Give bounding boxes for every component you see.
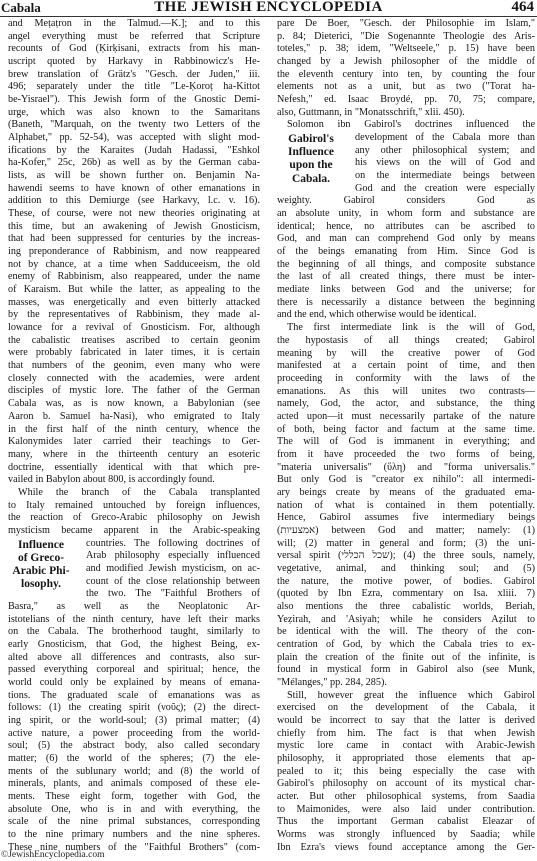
text-line: ifications by the Karaites (Judah Hadassi, "Eshkol	[8, 144, 260, 156]
text-line: the reaction of Greco-Arabic philosophy on Jewish	[8, 512, 260, 524]
text-line: ha-Kofer," 25c, 26b) as well as by the German caba-	[8, 157, 260, 169]
right-sidenote-adjacent-text	[355, 132, 535, 195]
right-column	[277, 18, 535, 854]
text-line: (quoted by Ibn Ezra, commentary on Isa. xliii. 7)	[277, 588, 535, 600]
text-line: also mentions the three cabalistic worlds, Beriah,	[277, 600, 535, 612]
footer-credit: ©JewishEncyclopedia.com	[1, 850, 105, 860]
text-line: found in mystical form in Gabirol also (see Munk,	[277, 664, 535, 676]
text-line: the beginning of all things, and composite substance	[277, 258, 535, 270]
text-line: lists, as will be shown further on. Benjamin Na-	[8, 170, 260, 182]
text-line: development of the Cabala more than	[355, 132, 535, 144]
text-line: manifested at a certain point of time, and then	[277, 360, 535, 372]
text-line: ing spirit, or the world-soul; (3) primal matter; (4)	[8, 714, 260, 726]
text-line: philosophy, it appropriated those elements that ap-	[277, 753, 535, 764]
text-line: be-Yisrael"). This Jewish form of the Gnostic Demi-	[8, 94, 260, 106]
text-line: ary beings create by means of the graduated ema-	[277, 486, 535, 498]
left-sidenote-adjacent-text	[86, 538, 260, 601]
text-line: by the representatives of Rabbinism, they made al-	[8, 309, 260, 321]
text-line: follows: (1) the creating spirit (νοῦς); (2) the direct-	[8, 702, 260, 714]
text-line: were probably fabricated in later times, it is certain	[8, 347, 260, 359]
left-column	[8, 18, 260, 854]
text-line: matter; (6) the world of the spheres; (7) the ele-	[8, 753, 260, 764]
text-line: the cabalistic treatises ascribed to certain geonim	[8, 334, 260, 346]
text-line: that had been suppressed for centuries by the increas-	[8, 233, 260, 245]
text-line: on the Cabala. The brotherhood taught, similarly to	[8, 626, 260, 638]
text-line: meaning by will the creative power of God	[277, 347, 535, 359]
text-line: angel everything must be referred that Scripture	[8, 30, 260, 42]
text-line: doctrine, essentially identical with that which pre-	[8, 461, 260, 473]
text-line: be identical with the will. The theory of the con-	[277, 626, 535, 638]
text-line: scale of the nine primal substances, corresponding	[8, 816, 260, 828]
text-line: the nature, the motive power, of bodies. Gabirol	[277, 575, 535, 587]
text-line: Arab philosophy especially influenced	[86, 550, 260, 562]
text-line: enemy of Rabbinism, also reappeared, under the name	[8, 271, 260, 283]
text-line: count of the close relationship between	[86, 575, 260, 587]
text-line: exercised on the development of the Cabala, it	[277, 702, 535, 714]
text-line: namely, God, the actor, and substance, the thing	[277, 398, 535, 410]
text-line: vegetative, animal, and thinking soul; and (5)	[277, 562, 535, 574]
text-line: chiefly from him. The fact is that when Jewish	[277, 727, 535, 739]
text-line: Yeẓirah, and 'Asiyah; while he considers Aẓilut to	[277, 613, 535, 625]
text-line: his views on the will of God and	[355, 157, 535, 169]
text-line: Aaron b. Samuel ha-Nasi), who emigrated to Italy	[8, 410, 260, 422]
right-column-text-lower	[277, 195, 535, 854]
text-line: active nature, a power proceeding from the world-	[8, 727, 260, 739]
text-line: mystic lore came in contact with Arabic-Jewish	[277, 740, 535, 752]
text-line: there is necessarily a distance between the beginning	[277, 296, 535, 308]
text-line: plain the creation of the finite out of the infinite, is	[277, 651, 535, 663]
text-line: passed everything corporeal and spiritual; hence, the	[8, 664, 260, 676]
header-rule	[0, 16, 537, 17]
text-line: absolute One, who is in and with everything, the	[8, 803, 260, 815]
left-column-text-lower	[8, 601, 260, 854]
text-line: toteles," p. 38; idem, "Weltseele," p. 15) have been	[277, 43, 535, 55]
text-line: the eleventh century into ten, by counting the four	[277, 68, 535, 80]
text-line: Still, however great the influence which Gabirol	[287, 689, 535, 701]
text-line: ments of the sublunary world; and (8) the world of	[8, 765, 260, 777]
text-line: this time, but an awakening of Jewish Gnosticism,	[8, 220, 260, 232]
text-line: centration of God, by which the Cabala tries to ex-	[277, 638, 535, 650]
text-line: of both, being factor and factum at the same time.	[277, 423, 535, 435]
sidenote-greco-arabic: Influence of Greco- Arabic Phi- losophy.	[12, 538, 70, 591]
text-line: God, and man can comprehend God only by means	[277, 233, 535, 245]
text-line: recounts of God (Ḳirḳisani, extracts from his man-	[8, 43, 260, 55]
text-line: world could only be explained by means of emana-	[8, 676, 260, 688]
text-line: Alphabet," pp. 52-54), was accepted with slight mod-	[8, 132, 260, 144]
text-line: urge, which was also known to the Samaritans	[8, 106, 260, 118]
text-line: brew translation of Grätz's "Gesch. der Juden," iii.	[8, 68, 260, 80]
text-line: acter. But other philosophical systems, from Saadia	[277, 791, 535, 803]
text-line: Gabirol's philosophy on account of its mystical char-	[277, 778, 535, 790]
text-line: "materia universalis" (ὕλη) and "forma universalis."	[277, 461, 535, 473]
text-line: istotelians of the ninth century, have left their marks	[8, 613, 260, 625]
text-line: of the beings emanating from Him. Since God is	[277, 246, 535, 258]
text-line: many, where in the thirteenth century an esoteric	[8, 448, 260, 460]
text-line: hawendi seems to have known of other emanations in	[8, 182, 260, 194]
text-line: identical; hence, no attributes can be ascribed to	[277, 220, 535, 232]
header-section: Cabala	[1, 0, 41, 15]
text-line: tions. The graduated scale of emanations was as	[8, 689, 260, 701]
text-line: and the end, which otherwise would be identical.	[277, 309, 477, 321]
header-page-number: 464	[511, 0, 534, 15]
text-line: vailed in Babylon about 800, is accordingly found.	[8, 474, 215, 486]
text-line: soul; (5) the abstract body, also called secondary	[8, 740, 260, 752]
text-line: weighty. Gabirol considers God as	[277, 195, 535, 207]
text-line: elements not as a unit, but as two ("Torat ha-	[277, 81, 535, 93]
text-line: pare De Boer, "Gesch. der Philosophie im Islam,"	[277, 18, 535, 29]
text-line: the last of all created things, there must be inter-	[277, 271, 535, 283]
right-column-text-upper	[277, 18, 535, 132]
header-title: THE JEWISH ENCYCLOPEDIA	[154, 0, 383, 15]
text-line: While the branch of the Cabala transplanted	[18, 486, 260, 498]
text-line: Solomon ibn Gabirol's doctrines influenced the	[287, 119, 535, 131]
text-line: nation of what is contained in them potentially.	[277, 499, 535, 511]
text-line: minerals, plants, and animals composed of these ele-	[8, 778, 260, 790]
text-line: and modified Jewish mysticism, on ac-	[86, 562, 260, 574]
running-header	[0, 0, 537, 17]
text-line: Nefesh," ed. Isaac Broydé, pp. 70, 75; compare,	[277, 94, 535, 106]
text-line: These, of course, were not new theories originating at	[8, 208, 260, 220]
text-line: that numbers of the geonim, even many who were	[8, 360, 260, 372]
text-line: Hence, Gabirol assumes five intermediary beings	[277, 512, 535, 524]
text-line: Ibn Ezra's views found acceptance among the Ger-	[277, 841, 535, 853]
text-line: not by chance, at a time when Sadduceeism, the old	[8, 258, 260, 270]
left-sidenote-block	[8, 538, 260, 601]
sidenote-gabirol: Gabirol's Influence upon the Cabala.	[288, 133, 334, 185]
left-column-text-upper	[8, 18, 260, 538]
text-line: acted upon—it must necessarily partake of the nature	[277, 410, 535, 422]
text-line: The will of God is immanent in everything; and	[277, 436, 535, 448]
text-line: and Meṭaṭron in the Talmud.—K.]; and to this	[8, 18, 260, 29]
text-line: also, Guttmann, in "Monatsschrift," xlii. 450).	[277, 106, 465, 118]
text-line: ing preponderance of Rabbinism, and now reappeared	[8, 246, 260, 258]
right-sidenote-block	[277, 132, 535, 195]
text-line: an absolute unity, in whom form and substance are	[277, 208, 535, 220]
text-line: pealed to it; this being especially the case with	[277, 765, 535, 777]
text-line: Cabala was, as is now known, a Babylonian (see	[8, 398, 260, 410]
text-line: countries. The following doctrines of	[86, 537, 260, 549]
text-line: on the intermediate beings between	[355, 170, 535, 182]
text-line: to Italy remained untouched by foreign influences,	[8, 499, 260, 511]
text-line: disciples of mystic lore. The father of the German	[8, 385, 260, 397]
text-line: would be incorrect to say that the latter is derived	[277, 714, 535, 726]
text-line: alted above all differences and contrasts, also sur-	[8, 651, 260, 663]
text-line: mediate links between God and the universe; for	[277, 284, 535, 296]
text-line: addition to this Demiurge (see Harkavy, l.c. v. 16).	[8, 195, 260, 207]
text-line: The first intermediate link is the will of God,	[287, 322, 535, 334]
text-line: (Baneth, "Marquah, on the twenty two Letters of the	[8, 119, 260, 131]
text-line: 496; separately under the title "Le-Ḳoroṭ ha-Kittot	[8, 81, 260, 93]
text-line: Basra," as well as the Neoplatonic Ar-	[8, 600, 260, 612]
text-line: emanations. As this will unites two contrasts—	[277, 385, 535, 397]
text-line: Worms was strongly influenced by Saadia; while	[277, 829, 535, 841]
text-line: ments. These eight form, together with God, the	[8, 791, 260, 803]
text-line: from it have proceeded the two forms of being,	[277, 448, 535, 460]
text-line: masses, was energetically and even bitterly attacked	[8, 296, 260, 308]
text-line: Thus the important German cabalist Eleazar of	[277, 816, 535, 828]
text-line: to the nine primary numbers and the nine spheres.	[8, 829, 260, 841]
text-line: But only God is "creator ex nihilo": all intermedi-	[277, 474, 535, 486]
text-line: p. 84; Dieterici, "Die Sogenannte Theologie des Aris-	[277, 30, 535, 42]
text-line: proceeding in conformity with the laws of the	[277, 372, 535, 384]
text-line: changed by a Jewish philosopher of the middle of	[277, 56, 535, 68]
text-line: the two. The "Faithful Brothers of	[86, 588, 260, 600]
text-line: mysticism became apparent in the Arabic-speaking	[8, 524, 260, 536]
text-line: lowance for a revival of Gnosticism. For, although	[8, 322, 260, 334]
text-line: uscript quoted by Harkavy in Rabbinowicz's He-	[8, 56, 260, 68]
text-line: God and the creation were especially	[355, 182, 535, 194]
text-line: These nine numbers of the "Faithful Brothers" (com-	[8, 841, 260, 853]
text-line: in the first half of the ninth century, whence the	[8, 423, 260, 435]
text-line: "Mélanges," pp. 284, 285).	[277, 676, 387, 688]
text-line: early Gnosticism, that God, the highest Being, ex-	[8, 638, 260, 650]
text-line: Kalonymides later carried their teachings to Ger-	[8, 436, 260, 448]
text-line: (אמצעיות) between God and matter; namely: (1)	[277, 524, 535, 536]
text-line: any other philosophical system; and	[355, 144, 535, 156]
text-line: the hypostasis of all things created; Gabirol	[277, 334, 535, 346]
text-line: versal spirit (שכל הכללי); (4) the three souls, namely,	[277, 550, 535, 562]
text-line: of Karaism. But while the latter, as appealing to the	[8, 284, 260, 296]
text-line: to Maimonides, were also laid under contribution.	[277, 803, 535, 815]
text-line: closely connected with the academies, were ardent	[8, 372, 260, 384]
text-line: will; (2) matter in general and form; (3) the uni-	[277, 537, 535, 549]
